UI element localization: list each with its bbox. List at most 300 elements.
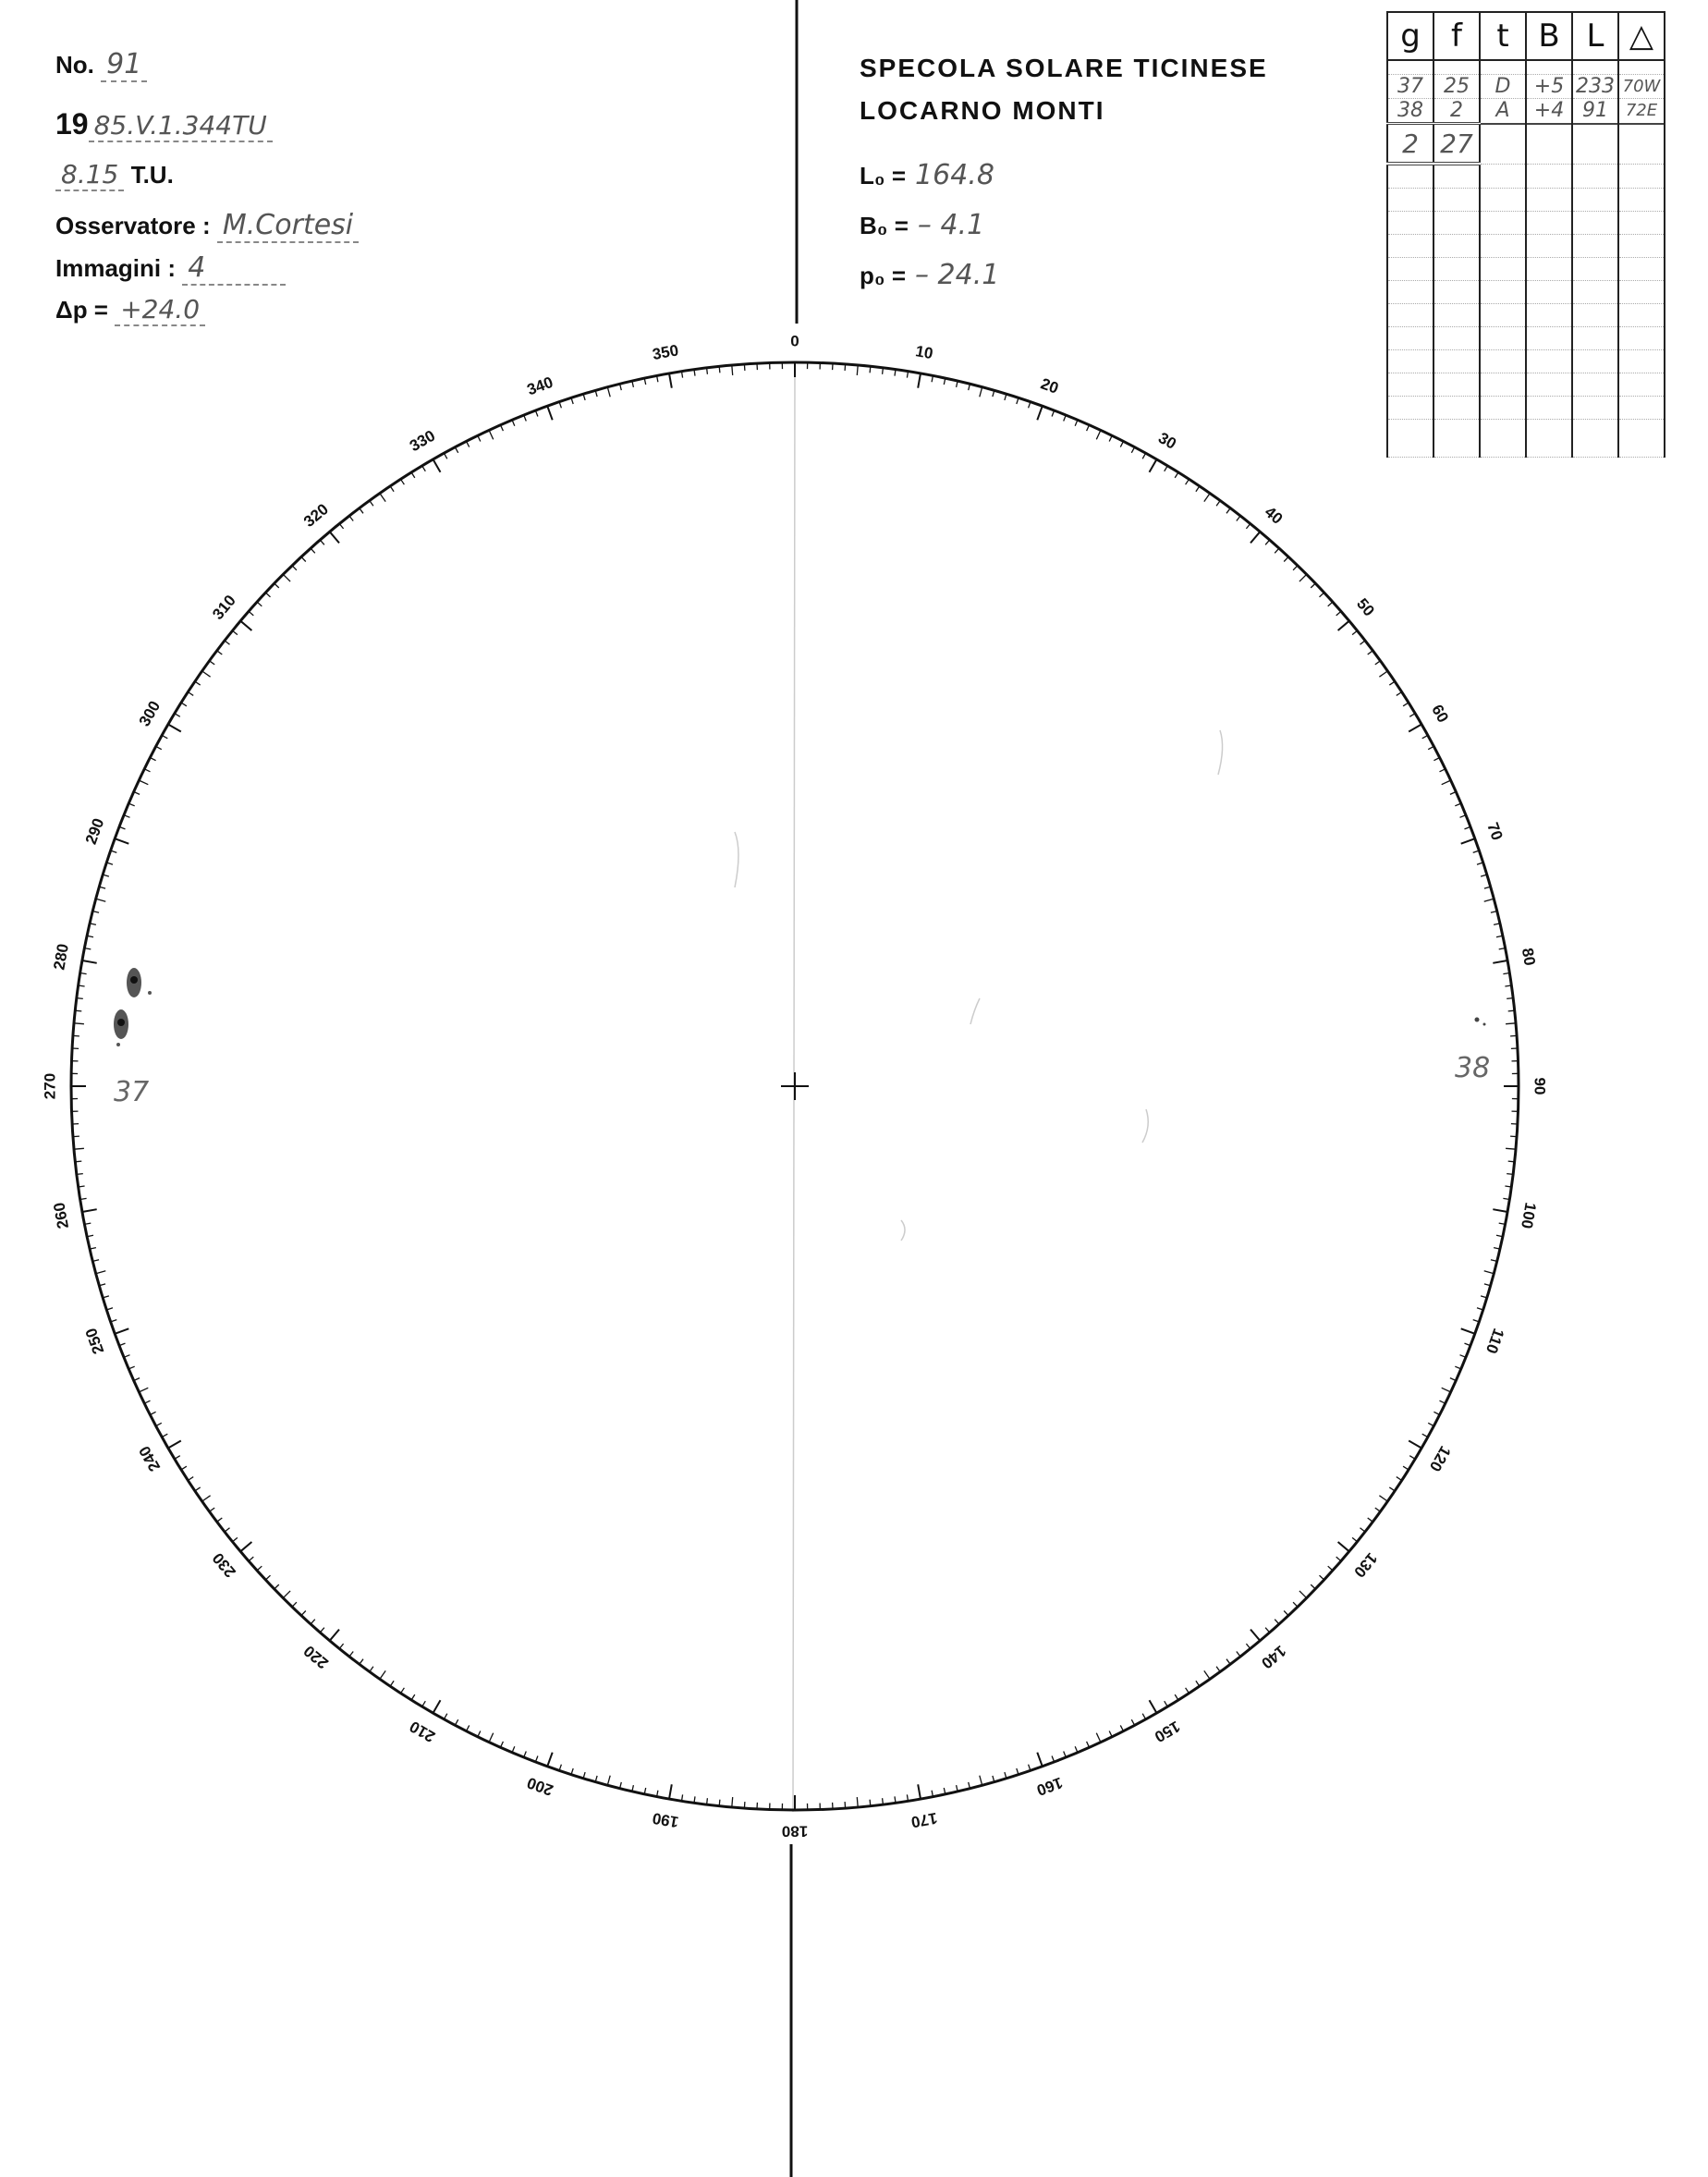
limb-tick: [744, 1802, 745, 1808]
limb-tick: [349, 516, 353, 521]
sunspot-group-38-drawing: [1475, 1018, 1486, 1026]
cell-f: 2: [1434, 99, 1480, 124]
limb-tick: [1409, 1441, 1421, 1449]
limb-tick: [857, 365, 858, 375]
limb-tick: [1293, 566, 1298, 570]
limb-tick: [1379, 1496, 1387, 1501]
limb-tick: [73, 1035, 79, 1036]
tick-label-60: 60: [1428, 702, 1453, 726]
limb-tick: [210, 661, 215, 665]
limb-tick: [311, 1620, 315, 1624]
limb-tick: [1131, 447, 1134, 453]
limb-tick: [311, 548, 315, 553]
limb-tick: [918, 1784, 921, 1799]
col-header-f: f: [1434, 12, 1480, 60]
table-empty-row: [1387, 420, 1665, 458]
tick-label-330: 330: [406, 426, 439, 456]
table-empty-row: [1387, 350, 1665, 373]
limb-tick: [1428, 1423, 1434, 1425]
limb-tick: [547, 1753, 553, 1767]
limb-tick: [195, 681, 201, 685]
limb-tick: [547, 406, 553, 420]
sunspot-table: [1386, 11, 1665, 458]
limb-tick: [210, 1508, 215, 1511]
limb-tick: [156, 1423, 162, 1425]
limb-tick: [1196, 486, 1200, 492]
limb-tick: [1186, 479, 1190, 484]
table-empty-row: [1387, 164, 1665, 189]
observer-value: M.Cortesi: [217, 209, 359, 243]
tick-label-230: 230: [209, 1549, 239, 1582]
limb-tick: [181, 1466, 187, 1470]
tick-label-320: 320: [299, 500, 332, 531]
limb-tick: [162, 1434, 167, 1437]
limb-tick: [202, 671, 211, 677]
limb-tick: [96, 1271, 106, 1274]
limb-tick: [1461, 838, 1475, 844]
limb-tick: [433, 1700, 441, 1713]
col-header-L: L: [1572, 12, 1618, 60]
limb-tick: [411, 1694, 415, 1700]
limb-tick: [1397, 692, 1402, 696]
limb-tick: [1096, 430, 1101, 439]
table-empty-row: [1387, 281, 1665, 304]
limb-tick: [1403, 703, 1409, 706]
limb-tick: [669, 1784, 672, 1799]
limb-tick: [422, 466, 426, 471]
limb-tick: [77, 998, 83, 999]
table-empty-row: [1387, 258, 1665, 281]
limb-tick: [77, 1174, 83, 1175]
limb-tick: [74, 1023, 84, 1024]
limb-tick: [1484, 899, 1494, 901]
limb-tick: [181, 703, 187, 706]
limb-tick: [1175, 472, 1178, 478]
limb-tick: [1506, 1148, 1516, 1149]
limb-tick: [74, 1148, 84, 1149]
limb-tick: [1397, 1477, 1402, 1481]
images-label: Immagini :: [55, 254, 177, 282]
limb-tick: [1311, 1584, 1315, 1589]
limb-tick: [411, 472, 415, 478]
time-unit: T.U.: [130, 161, 174, 189]
sunspot-group-37-drawing: [114, 968, 152, 1046]
table-row: [1387, 99, 1665, 124]
limb-tick: [150, 1412, 155, 1414]
faint-markings: [735, 730, 1223, 1241]
limb-tick: [719, 366, 720, 373]
table-empty-row: [1387, 327, 1665, 350]
limb-tick: [115, 838, 128, 844]
tick-label-260: 260: [50, 1201, 73, 1230]
limb-tick: [1493, 1209, 1507, 1212]
limb-tick: [1428, 746, 1434, 749]
limb-tick: [1442, 780, 1451, 785]
limb-tick: [1510, 1035, 1517, 1036]
tick-label-210: 210: [406, 1717, 439, 1746]
tick-label-20: 20: [1038, 374, 1061, 397]
cell-delta: 72E: [1618, 99, 1665, 124]
limb-tick: [1442, 1388, 1451, 1392]
limb-tick: [980, 1776, 982, 1786]
limb-tick: [1150, 459, 1157, 472]
tick-label-120: 120: [1425, 1442, 1455, 1475]
limb-tick: [195, 1487, 201, 1491]
limb-tick: [489, 430, 494, 439]
limb-tick: [1328, 602, 1333, 606]
cell-t: A: [1480, 99, 1526, 124]
limb-tick: [1165, 466, 1168, 471]
limb-tick: [1311, 583, 1315, 588]
tick-label-180: 180: [781, 1822, 809, 1841]
limb-tick: [139, 1388, 148, 1392]
tick-label-110: 110: [1482, 1326, 1508, 1356]
limb-tick: [175, 714, 180, 717]
table-empty-row: [1387, 397, 1665, 420]
limb-tick: [732, 1797, 733, 1807]
tick-label-100: 100: [1517, 1201, 1540, 1230]
limb-tick: [115, 1328, 128, 1334]
limb-tick: [274, 583, 279, 588]
tick-label-80: 80: [1518, 947, 1539, 967]
limb-tick: [1484, 1271, 1494, 1274]
limb-tick: [320, 1628, 324, 1633]
limb-tick: [1246, 524, 1250, 529]
limb-tick: [857, 1797, 858, 1807]
tick-label-190: 190: [651, 1808, 680, 1831]
limb-tick: [188, 692, 193, 696]
tick-label-150: 150: [1151, 1717, 1184, 1746]
limb-tick: [168, 725, 181, 732]
tick-label-160: 160: [1034, 1773, 1066, 1800]
table-totals-row: [1387, 124, 1665, 165]
limb-tick: [1508, 1161, 1515, 1162]
limb-tick: [870, 366, 871, 373]
limb-tick: [1175, 1694, 1178, 1700]
limb-tick: [1250, 532, 1260, 543]
tick-label-200: 200: [524, 1773, 555, 1800]
table-header-row: [1387, 12, 1665, 60]
limb-tick: [1338, 1542, 1349, 1551]
limb-tick: [1379, 671, 1387, 677]
limb-tick: [1293, 1602, 1298, 1607]
tick-label-290: 290: [81, 815, 108, 847]
param-B0-label: B₀ =: [860, 212, 909, 239]
limb-tick: [240, 1542, 251, 1551]
sunspot-table-grid: [1386, 11, 1665, 458]
limb-tick: [1150, 1700, 1157, 1713]
limb-tick: [401, 479, 405, 484]
limb-tick: [330, 1630, 339, 1641]
limb-tick: [845, 1802, 846, 1808]
limb-tick: [1461, 1328, 1475, 1334]
tick-label-220: 220: [299, 1642, 332, 1672]
cell-g: 37: [1387, 75, 1434, 99]
limb-tick: [883, 1798, 884, 1804]
tick-label-40: 40: [1261, 503, 1287, 528]
total-groups: 2: [1387, 124, 1434, 165]
limb-tick: [1165, 1701, 1168, 1706]
cell-t: D: [1480, 75, 1526, 99]
tick-label-170: 170: [909, 1808, 939, 1831]
tick-label-140: 140: [1258, 1642, 1290, 1672]
cell-L: 233: [1572, 75, 1618, 99]
limb-tick: [883, 368, 884, 374]
tick-label-10: 10: [914, 342, 934, 363]
param-p0-label: p₀ =: [860, 262, 907, 289]
limb-tick: [489, 1733, 494, 1743]
limb-tick: [1375, 1508, 1381, 1511]
limb-tick: [75, 1010, 81, 1011]
limb-tick: [918, 373, 921, 388]
limb-tick: [249, 1557, 253, 1561]
record-number-value: 91: [101, 48, 147, 82]
tick-label-0: 0: [790, 332, 799, 350]
limb-tick: [339, 524, 343, 529]
col-header-B: B: [1526, 12, 1572, 60]
limb-tick: [1338, 621, 1349, 630]
limb-tick: [1131, 1719, 1134, 1725]
limb-tick: [1328, 1566, 1333, 1571]
limb-tick: [707, 1798, 708, 1804]
limb-tick: [1186, 1688, 1190, 1694]
limb-tick: [188, 1477, 193, 1481]
limb-tick: [1389, 681, 1395, 685]
limb-tick: [1226, 1659, 1230, 1665]
limb-tick: [1506, 1023, 1516, 1024]
limb-tick: [370, 1667, 373, 1672]
limb-tick: [1037, 406, 1043, 420]
limb-tick: [1120, 1725, 1123, 1731]
limb-tick: [669, 373, 672, 388]
col-header-t: t: [1480, 12, 1526, 60]
tick-label-240: 240: [135, 1442, 165, 1475]
limb-tick: [283, 574, 290, 581]
limb-tick: [1336, 1557, 1341, 1561]
limb-tick: [1493, 960, 1507, 963]
param-L0-value: 164.8: [915, 159, 994, 191]
limb-tick: [320, 540, 324, 544]
limb-tick: [1320, 593, 1324, 597]
limb-tick: [1360, 641, 1366, 644]
limb-tick: [175, 1456, 180, 1460]
total-spots: 27: [1434, 124, 1480, 165]
table-gap-row: [1387, 60, 1665, 75]
param-L0-label: L₀ =: [860, 162, 907, 190]
limb-tick: [455, 1719, 458, 1725]
images-value: 4: [182, 251, 286, 286]
cell-B: +5: [1526, 75, 1572, 99]
tick-label-310: 310: [209, 591, 239, 623]
limb-tick: [422, 1701, 426, 1706]
limb-tick: [1142, 1714, 1145, 1719]
limb-tick: [607, 387, 610, 397]
limb-tick: [433, 459, 441, 472]
limb-tick: [1275, 1620, 1279, 1624]
limb-tick: [1507, 998, 1513, 999]
limb-tick: [1403, 1466, 1409, 1470]
limb-tick: [1299, 574, 1307, 581]
limb-tick: [1265, 1628, 1270, 1633]
limb-tick: [301, 1611, 306, 1616]
limb-tick: [1507, 1174, 1513, 1175]
param-B0-value: – 4.1: [917, 209, 985, 241]
limb-tick: [1510, 1136, 1517, 1137]
cell-f: 25: [1434, 75, 1480, 99]
limb-tick: [1250, 1630, 1260, 1641]
limb-tick: [1389, 1487, 1395, 1491]
cell-delta: 70W: [1618, 75, 1665, 99]
limb-tick: [139, 780, 148, 785]
limb-tick: [467, 1725, 470, 1731]
tick-label-350: 350: [651, 341, 680, 364]
limb-tick: [1216, 501, 1220, 507]
limb-tick: [455, 447, 458, 453]
group-label-38: 38: [1455, 1052, 1491, 1084]
limb-tick: [444, 453, 446, 459]
limb-tick: [1237, 516, 1240, 521]
tick-label-300: 300: [135, 697, 165, 730]
delta-p-value: +24.0: [115, 294, 205, 326]
limb-tick: [75, 1161, 81, 1162]
limb-tick: [380, 494, 385, 502]
observatory-location: LOCARNO MONTI: [860, 96, 1105, 125]
tick-label-340: 340: [524, 373, 555, 399]
tick-label-70: 70: [1483, 820, 1507, 843]
limb-tick: [257, 1566, 262, 1571]
limb-tick: [1352, 630, 1357, 634]
table-empty-row: [1387, 373, 1665, 397]
limb-tick: [1434, 758, 1439, 761]
tick-label-250: 250: [81, 1326, 108, 1357]
cell-B: +4: [1526, 99, 1572, 124]
group-label-37: 37: [114, 1076, 150, 1108]
limb-tick: [1246, 1644, 1250, 1648]
tick-label-270: 270: [41, 1072, 59, 1100]
limb-tick: [1204, 494, 1210, 502]
table-empty-row: [1387, 212, 1665, 235]
limb-tick: [233, 1537, 238, 1541]
limb-tick: [217, 651, 223, 654]
table-empty-row: [1387, 189, 1665, 212]
limb-tick: [1360, 1528, 1366, 1532]
limb-tick: [1375, 661, 1381, 665]
limb-tick: [233, 630, 238, 634]
limb-tick: [607, 1776, 610, 1786]
limb-tick: [845, 364, 846, 371]
limb-tick: [225, 1528, 230, 1532]
limb-tick: [1368, 1518, 1373, 1522]
table-empty-row: [1387, 304, 1665, 327]
limb-tick: [265, 1575, 270, 1580]
limb-tick: [744, 364, 745, 371]
delta-p-label: Δp =: [55, 296, 108, 324]
limb-tick: [240, 621, 251, 630]
limb-tick: [1275, 548, 1279, 553]
table-empty-row: [1387, 235, 1665, 258]
limb-tick: [257, 602, 262, 606]
limb-tick: [339, 1644, 343, 1648]
limb-tick: [202, 1496, 211, 1501]
record-number-label: No.: [55, 51, 94, 79]
tick-label-280: 280: [50, 942, 73, 972]
limb-tick: [707, 368, 708, 374]
limb-tick: [225, 641, 230, 644]
limb-tick: [168, 1441, 181, 1449]
limb-tick: [870, 1800, 871, 1806]
limb-tick: [283, 1591, 290, 1598]
limb-tick: [82, 1209, 97, 1212]
year-prefix: 19: [55, 107, 89, 141]
limb-tick: [444, 1714, 446, 1719]
limb-tick: [1284, 1611, 1288, 1616]
tick-label-30: 30: [1155, 428, 1179, 453]
limb-tick: [217, 1518, 223, 1522]
limb-tick: [1422, 735, 1428, 738]
limb-tick: [1120, 441, 1123, 446]
limb-tick: [249, 611, 253, 616]
limb-tick: [1508, 1010, 1515, 1011]
col-header-g: g: [1387, 12, 1434, 60]
limb-tick: [1352, 1537, 1357, 1541]
limb-tick: [1237, 1652, 1240, 1657]
limb-tick: [1226, 508, 1230, 514]
limb-tick: [265, 593, 270, 597]
limb-tick: [292, 566, 297, 570]
limb-tick: [467, 441, 470, 446]
limb-tick: [360, 508, 363, 514]
limb-tick: [390, 486, 394, 492]
limb-tick: [1368, 651, 1373, 654]
limb-tick: [1299, 1591, 1307, 1598]
limb-tick: [162, 735, 167, 738]
limb-tick: [1320, 1575, 1324, 1580]
limb-tick: [330, 532, 339, 543]
limb-tick: [732, 365, 733, 375]
limb-tick: [349, 1652, 353, 1657]
limb-tick: [719, 1800, 720, 1806]
tick-label-130: 130: [1350, 1549, 1381, 1582]
table-row: [1387, 75, 1665, 99]
limb-tick: [292, 1602, 297, 1607]
limb-tick: [150, 758, 155, 761]
cell-L: 91: [1572, 99, 1618, 124]
observatory-name: SPECOLA SOLARE TICINESE: [860, 54, 1268, 82]
center-cross: [781, 1072, 809, 1100]
limb-tick: [401, 1688, 405, 1694]
limb-tick: [1265, 540, 1270, 544]
limb-tick: [1142, 453, 1145, 459]
cell-g: 38: [1387, 99, 1434, 124]
limb-tick: [1409, 725, 1421, 732]
limb-tick: [1196, 1681, 1200, 1686]
param-p0-value: – 24.1: [915, 259, 1000, 291]
limb-tick: [1216, 1667, 1220, 1672]
limb-tick: [274, 1584, 279, 1589]
limb-tick: [156, 746, 162, 749]
limb-tick: [370, 501, 373, 507]
limb-tick: [73, 1136, 79, 1137]
limb-tick: [96, 899, 106, 901]
limb-tick: [360, 1659, 363, 1665]
limb-tick: [980, 387, 982, 397]
date-value: 85.V.1.344TU: [89, 110, 273, 142]
limb-tick: [1204, 1670, 1210, 1679]
limb-tick: [1284, 556, 1288, 561]
limb-tick: [301, 556, 306, 561]
limb-tick: [380, 1670, 385, 1679]
limb-tick: [1037, 1753, 1043, 1767]
